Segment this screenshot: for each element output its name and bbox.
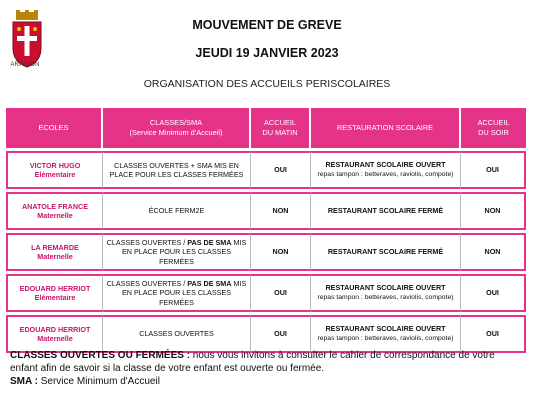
accueil-soir-cell: OUI bbox=[461, 151, 526, 189]
periscolaire-table bbox=[6, 108, 526, 353]
header-accueil-matin: ACCUEIL DU MATIN bbox=[251, 108, 311, 148]
footer-label-classes: CLASSES OUVERTES OU FERMÉES : bbox=[10, 350, 191, 361]
school-cell: EDOUARD HERRIOT Elémentaire bbox=[6, 274, 103, 312]
table-row bbox=[6, 192, 526, 230]
accueil-matin-cell: OUI bbox=[251, 151, 311, 189]
accueil-matin-cell: OUI bbox=[251, 315, 311, 353]
classes-cell: CLASSES OUVERTES / PAS DE SMA MIS EN PLACE POUR LES CLASSES FERMÉES bbox=[103, 274, 251, 312]
footer-label-sma: SMA : bbox=[10, 375, 38, 387]
accueil-soir-cell: NON bbox=[461, 233, 526, 271]
restauration-cell: RESTAURANT SCOLAIRE FERMÉ bbox=[311, 233, 461, 271]
page-title: MOUVEMENT DE GREVE bbox=[192, 18, 342, 32]
accueil-soir-cell: NON bbox=[461, 192, 526, 230]
table-row bbox=[6, 233, 526, 271]
school-cell: ANATOLE FRANCE Maternelle bbox=[6, 192, 103, 230]
accueil-matin-cell: NON bbox=[251, 192, 311, 230]
table-row bbox=[6, 274, 526, 312]
classes-cell: ÉCOLE FERM2E bbox=[103, 192, 251, 230]
restauration-cell: RESTAURANT SCOLAIRE OUVERT repas tampon : betteraves, raviolis, compote) bbox=[311, 315, 461, 353]
header-ecoles: ECOLES bbox=[6, 108, 103, 148]
school-cell: EDOUARD HERRIOT Maternelle bbox=[6, 315, 103, 353]
school-cell: LA REMARDE Maternelle bbox=[6, 233, 103, 271]
footer-text-classes: nous vous invitons à consulter le cahier de correspondance de votre enfant afin de savoir si la classe de votre enfant est ouverte ou fermée. bbox=[10, 350, 495, 374]
header-classes: CLASSES/SMA (Service Minimum d'Accueil) bbox=[103, 108, 251, 148]
accueil-matin-cell: OUI bbox=[251, 274, 311, 312]
accueil-matin-cell: NON bbox=[251, 233, 311, 271]
page-date: JEUDI 19 JANVIER 2023 bbox=[195, 46, 339, 60]
accueil-soir-cell: OUI bbox=[461, 315, 526, 353]
footer-text-sma: Service Minimum d'Accueil bbox=[37, 375, 160, 387]
classes-cell: CLASSES OUVERTES + SMA MIS EN PLACE POUR LES CLASSES FERMÉES bbox=[103, 151, 251, 189]
logo-caption: ARPAJON bbox=[10, 62, 40, 68]
table-row bbox=[6, 151, 526, 189]
footer-note bbox=[10, 350, 525, 388]
header-accueil-soir: ACCUEIL DU SOIR bbox=[461, 108, 526, 148]
table-header-row bbox=[6, 108, 526, 148]
page-subtitle: ORGANISATION DES ACCUEILS PERISCOLAIRES bbox=[143, 78, 391, 90]
restauration-cell: RESTAURANT SCOLAIRE FERMÉ bbox=[311, 192, 461, 230]
classes-cell: CLASSES OUVERTES bbox=[103, 315, 251, 353]
header-restauration: RESTAURATION SCOLAIRE bbox=[311, 108, 461, 148]
classes-cell: CLASSES OUVERTES / PAS DE SMA MIS EN PLACE POUR LES CLASSES FERMÉES bbox=[103, 233, 251, 271]
school-cell: VICTOR HUGO Elémentaire bbox=[6, 151, 103, 189]
restauration-cell: RESTAURANT SCOLAIRE OUVERT repas tampon : betteraves, raviolis, compote) bbox=[311, 151, 461, 189]
accueil-soir-cell: OUI bbox=[461, 274, 526, 312]
table-row bbox=[6, 315, 526, 353]
restauration-cell: RESTAURANT SCOLAIRE OUVERT repas tampon : betteraves, raviolis, compote) bbox=[311, 274, 461, 312]
